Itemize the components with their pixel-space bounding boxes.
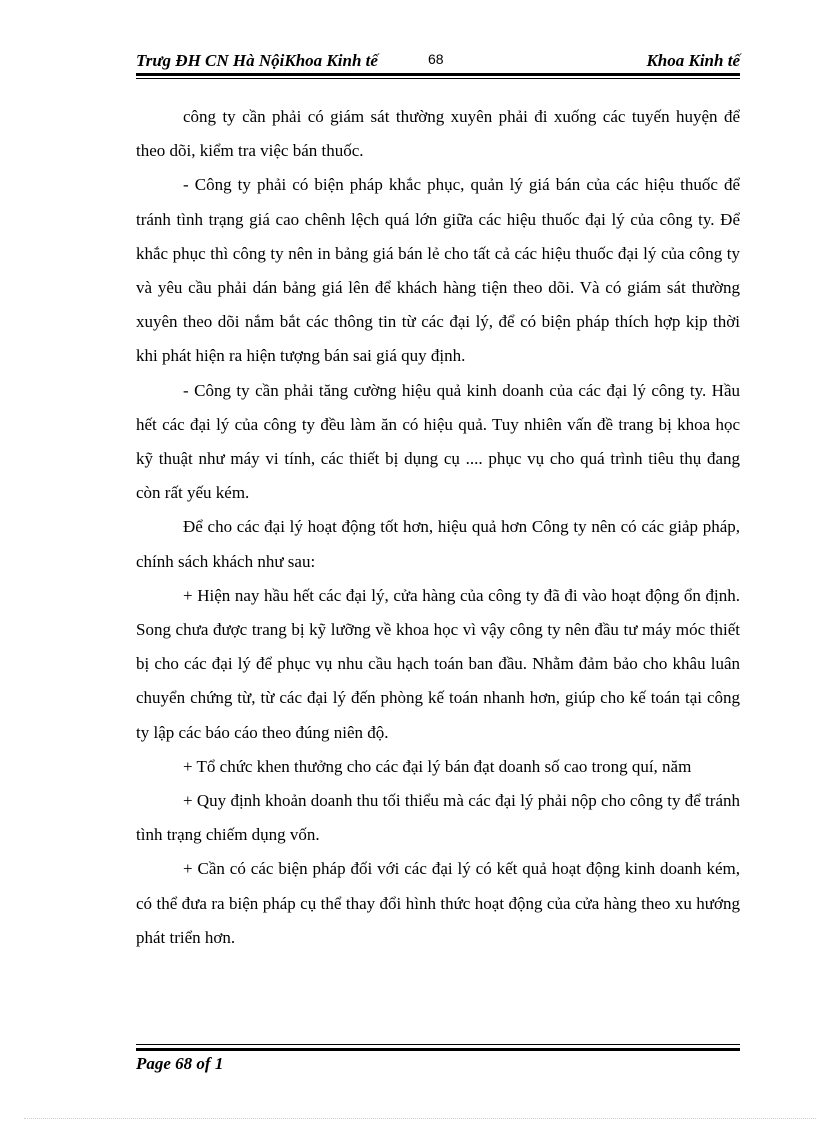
footer-rule-thick bbox=[136, 1048, 740, 1051]
page-header bbox=[136, 48, 740, 74]
document-body bbox=[136, 100, 740, 955]
header-rule-thick bbox=[136, 73, 740, 76]
paragraph-4: Để cho các đại lý hoạt động tốt hơn, hiệu quả hơn Công ty nên có các giảp pháp, chính sách khách như sau: bbox=[136, 517, 740, 571]
header-right-title: Khoa Kinh tế bbox=[646, 51, 740, 70]
paragraph-6: + Tổ chức khen thưởng cho các đại lý bán đạt doanh số cao trong quí, năm bbox=[183, 756, 692, 776]
paragraph-3: - Công ty cần phải tăng cường hiệu quả kinh doanh của các đại lý công ty. Hầu hết các đại lý của công ty đều làm ăn có hiệu quả. Tuy nhiên vấn đề trang bị khoa học kỹ thuật như máy vi tính, các thiết bị dụng cụ .... phục vụ cho quá trình tiêu thụ đang còn rất yếu kém. bbox=[136, 380, 740, 503]
header-rule-thin bbox=[136, 78, 740, 79]
paragraph-1: công ty cần phải có giám sát thường xuyên phải đi xuống các tuyến huyện để theo dõi, kiểm tra việc bán thuốc. bbox=[136, 107, 740, 161]
paragraph-2: - Công ty phải có biện pháp khắc phục, quản lý giá bán của các hiệu thuốc để tránh tình trạng giá cao chênh lệch quá lớn giữa các hiệu thuốc đại lý của công ty. Để khắc phục thì công ty nên in bảng giá bán lẻ cho tất cả các hiệu thuốc đại lý của công ty và yêu cầu phải dán bảng giá lên để khách hàng tiện theo dõi. Và có giám sát thường xuyên theo dõi nắm bắt các thông tin từ các đại lý, để có biện pháp thích hợp kịp thời khi phát hiện ra hiện tượng bán sai giá quy định. bbox=[136, 175, 740, 366]
header-page-number: 68 bbox=[428, 51, 444, 67]
header-left-title: Trưg ĐH CN Hà NộiKhoa Kinh tế bbox=[136, 51, 378, 70]
footer-rule-thin bbox=[136, 1044, 740, 1045]
page-bottom-dotted-line bbox=[24, 1118, 816, 1119]
page-footer: Page 68 of 1 bbox=[136, 1054, 224, 1073]
paragraph-5: + Hiện nay hầu hết các đại lý, cửa hàng của công ty đã đi vào hoạt động ổn định. Song chưa được trang bị kỹ lưỡng về khoa học vì vậy công ty nên đầu tư máy móc thiết bị cho các đại lý để phục vụ nhu cầu hạch toán ban đầu. Nhằm đảm bảo cho khâu luân chuyển chứng từ, từ các đại lý đến phòng kế toán nhanh hơn, giúp cho kế toán tại công ty lập các báo cáo theo đúng niên độ. bbox=[136, 585, 740, 742]
paragraph-7: + Quy định khoản doanh thu tối thiểu mà các đại lý phải nộp cho công ty để tránh tình trạng chiếm dụng vốn. bbox=[136, 791, 740, 845]
paragraph-8: + Cần có các biện pháp đối với các đại lý có kết quả hoạt động kinh doanh kém, có thể đưa ra biện pháp cụ thể thay đổi hình thức hoạt động của cửa hàng theo xu hướng phát triển hơn. bbox=[136, 859, 740, 947]
